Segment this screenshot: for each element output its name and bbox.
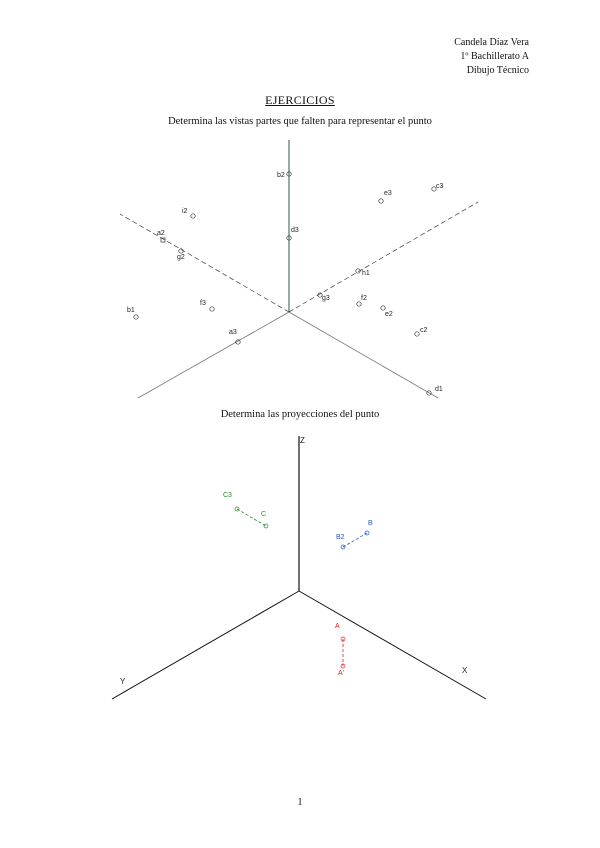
svg-text:f2: f2 <box>361 295 367 302</box>
svg-text:C3: C3 <box>223 492 232 499</box>
svg-text:a3: a3 <box>229 329 237 336</box>
svg-text:b2: b2 <box>277 172 285 179</box>
exercise2-instruction: Determina las proyecciones del punto <box>220 409 380 420</box>
svg-text:d1: d1 <box>435 386 443 393</box>
course-name: 1º Bachillerato A <box>460 51 529 62</box>
author-name: Candela Díaz Vera <box>454 37 529 48</box>
svg-text:a2: a2 <box>157 230 165 237</box>
x-axis-label: X <box>462 666 468 675</box>
y-axis <box>112 591 299 699</box>
svg-text:b1: b1 <box>127 307 135 314</box>
z-axis-label: Z <box>300 436 305 445</box>
point-B <box>365 520 373 535</box>
svg-text:g3: g3 <box>322 295 330 302</box>
point-A <box>335 623 345 641</box>
svg-text:A': A' <box>338 670 345 677</box>
b-projection-line <box>343 533 367 547</box>
point-C3 <box>223 492 239 511</box>
svg-text:g2: g2 <box>177 254 185 261</box>
subject-name: Dibujo Técnico <box>466 65 529 76</box>
svg-text:e2: e2 <box>385 311 393 318</box>
page-title: EJERCICIOS <box>265 93 335 107</box>
exercise1-instruction: Determina las vistas partes que falten para representar el punto <box>168 116 432 127</box>
svg-text:c3: c3 <box>436 183 444 190</box>
svg-text:e3: e3 <box>384 190 392 197</box>
svg-text:f3: f3 <box>200 300 206 307</box>
point-A-prime <box>338 664 345 677</box>
x-axis <box>299 591 486 699</box>
svg-text:B: B <box>368 520 373 527</box>
svg-text:C: C <box>261 511 267 518</box>
svg-text:c2: c2 <box>420 327 428 334</box>
svg-text:d3: d3 <box>291 227 299 234</box>
svg-text:h1: h1 <box>362 270 370 277</box>
svg-text:i2: i2 <box>182 208 188 215</box>
svg-text:A: A <box>335 623 340 630</box>
svg-text:B2: B2 <box>336 534 345 541</box>
page-number: 1 <box>297 797 303 808</box>
y-axis-label: Y <box>120 677 126 686</box>
